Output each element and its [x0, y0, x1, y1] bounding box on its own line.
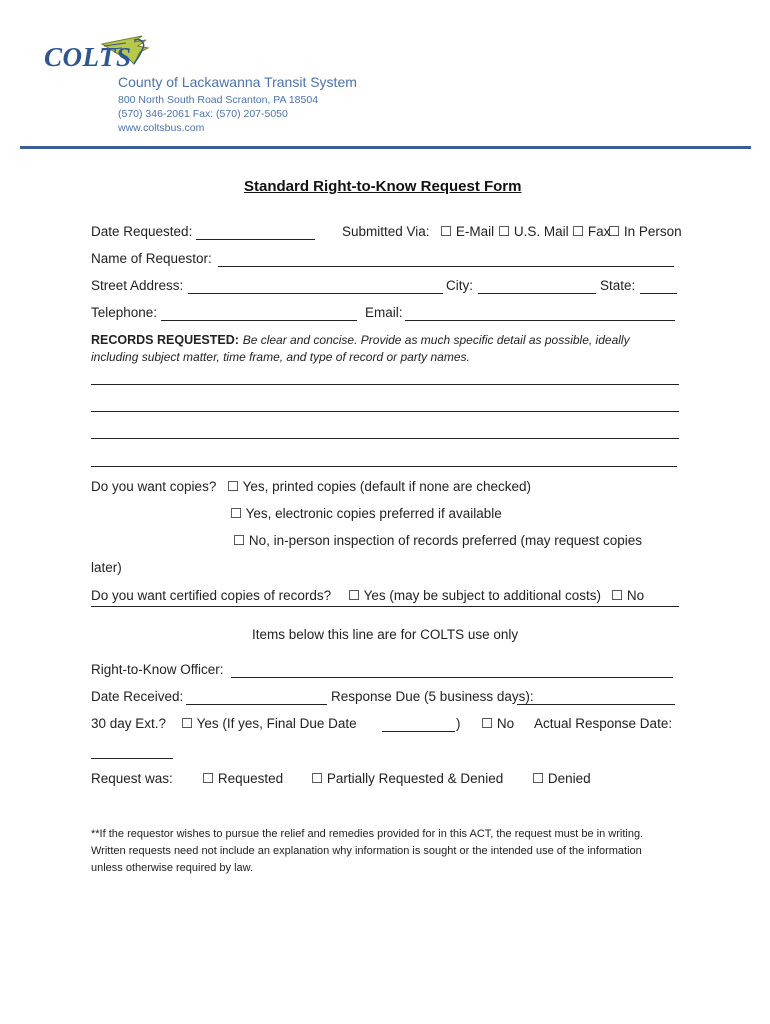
records-line-3[interactable]: [91, 438, 679, 439]
records-line-4[interactable]: [91, 466, 677, 467]
copies-electronic-checkbox[interactable]: ☐ Yes, electronic copies preferred if available: [230, 506, 502, 521]
submitted-via-label: Submitted Via:: [342, 224, 430, 239]
state-label: State:: [600, 278, 636, 293]
certified-no-checkbox[interactable]: ☐ No: [611, 588, 645, 603]
footer-note-line-1: **If the requestor wishes to pursue the relief and remedies provided for in this ACT, the request must be in writing.: [91, 828, 644, 840]
office-use-divider: [91, 606, 679, 607]
date-requested-field[interactable]: [196, 225, 315, 240]
date-requested-label: Date Requested:: [91, 224, 193, 239]
extension-yes-checkbox[interactable]: ☐ Yes (If yes, Final Due Date: [181, 716, 357, 731]
records-line-2[interactable]: [91, 411, 679, 412]
actual-response-date-label: Actual Response Date:: [534, 716, 673, 731]
copies-question: Do you want copies?: [91, 479, 217, 494]
status-requested-checkbox[interactable]: ☐ Requested: [202, 771, 284, 786]
email-label: Email:: [365, 305, 403, 320]
records-requested-instructions-2: including subject matter, time frame, and type of record or party names.: [91, 350, 470, 364]
via-email-checkbox[interactable]: ☐ E-Mail: [440, 224, 495, 239]
org-address: 800 North South Road Scranton, PA 18504: [118, 94, 319, 106]
telephone-label: Telephone:: [91, 305, 158, 320]
street-address-label: Street Address:: [91, 278, 184, 293]
status-partial-checkbox[interactable]: ☐ Partially Requested & Denied: [311, 771, 504, 786]
records-line-1[interactable]: [91, 384, 679, 385]
extension-close-paren: ): [456, 716, 461, 731]
name-of-requestor-field[interactable]: [218, 252, 674, 267]
rtk-officer-label: Right-to-Know Officer:: [91, 662, 224, 677]
name-of-requestor-label: Name of Requestor:: [91, 251, 212, 266]
city-label: City:: [446, 278, 473, 293]
date-received-field[interactable]: [186, 690, 327, 705]
via-in-person-checkbox[interactable]: ☐ In Person: [608, 224, 682, 239]
response-due-field[interactable]: [517, 690, 675, 705]
request-was-label: Request was:: [91, 771, 173, 786]
records-requested-label: RECORDS REQUESTED:: [91, 333, 239, 347]
copies-inspection-checkbox[interactable]: ☐ No, in-person inspection of records preferred (may request copies: [233, 533, 643, 548]
email-field[interactable]: [405, 306, 675, 321]
certified-question: Do you want certified copies of records?: [91, 588, 332, 603]
response-due-label: Response Due (5 business days):: [331, 689, 534, 704]
footer-note-line-2: Written requests need not include an explanation why information is sought or the intended use of the information: [91, 845, 642, 857]
state-field[interactable]: [640, 279, 677, 294]
telephone-field[interactable]: [161, 306, 357, 321]
header-divider: [20, 146, 751, 149]
status-denied-checkbox[interactable]: ☐ Denied: [532, 771, 591, 786]
actual-response-date-field[interactable]: [91, 744, 173, 759]
rtk-officer-field[interactable]: [231, 663, 673, 678]
office-use-heading: Items below this line are for COLTS use only: [252, 627, 519, 642]
via-usmail-checkbox[interactable]: ☐ U.S. Mail: [498, 224, 569, 239]
via-fax-checkbox[interactable]: ☐ Fax: [572, 224, 611, 239]
city-field[interactable]: [478, 279, 596, 294]
copies-inspection-continued: later): [91, 560, 122, 575]
street-address-field[interactable]: [188, 279, 443, 294]
records-requested-block: [91, 332, 679, 347]
extension-no-checkbox[interactable]: ☐ No: [481, 716, 515, 731]
records-requested-instructions-1: Be clear and concise. Provide as much specific detail as possible, ideally: [242, 333, 630, 347]
form-title: Standard Right-to-Know Request Form: [244, 178, 522, 195]
colts-logo: [42, 34, 152, 74]
footer-note-line-3: unless otherwise required by law.: [91, 862, 254, 874]
final-due-date-field[interactable]: [382, 717, 455, 732]
org-website[interactable]: www.coltsbus.com: [118, 122, 205, 134]
org-phone-fax: (570) 346-2061 Fax: (570) 207-5050: [118, 108, 288, 120]
org-name: County of Lackawanna Transit System: [118, 74, 357, 90]
logo-text: COLTS: [44, 42, 132, 72]
extension-label: 30 day Ext.?: [91, 716, 167, 731]
certified-yes-checkbox[interactable]: ☐ Yes (may be subject to additional costs): [348, 588, 601, 603]
date-received-label: Date Received:: [91, 689, 184, 704]
copies-printed-checkbox[interactable]: ☐ Yes, printed copies (default if none are checked): [227, 479, 532, 494]
